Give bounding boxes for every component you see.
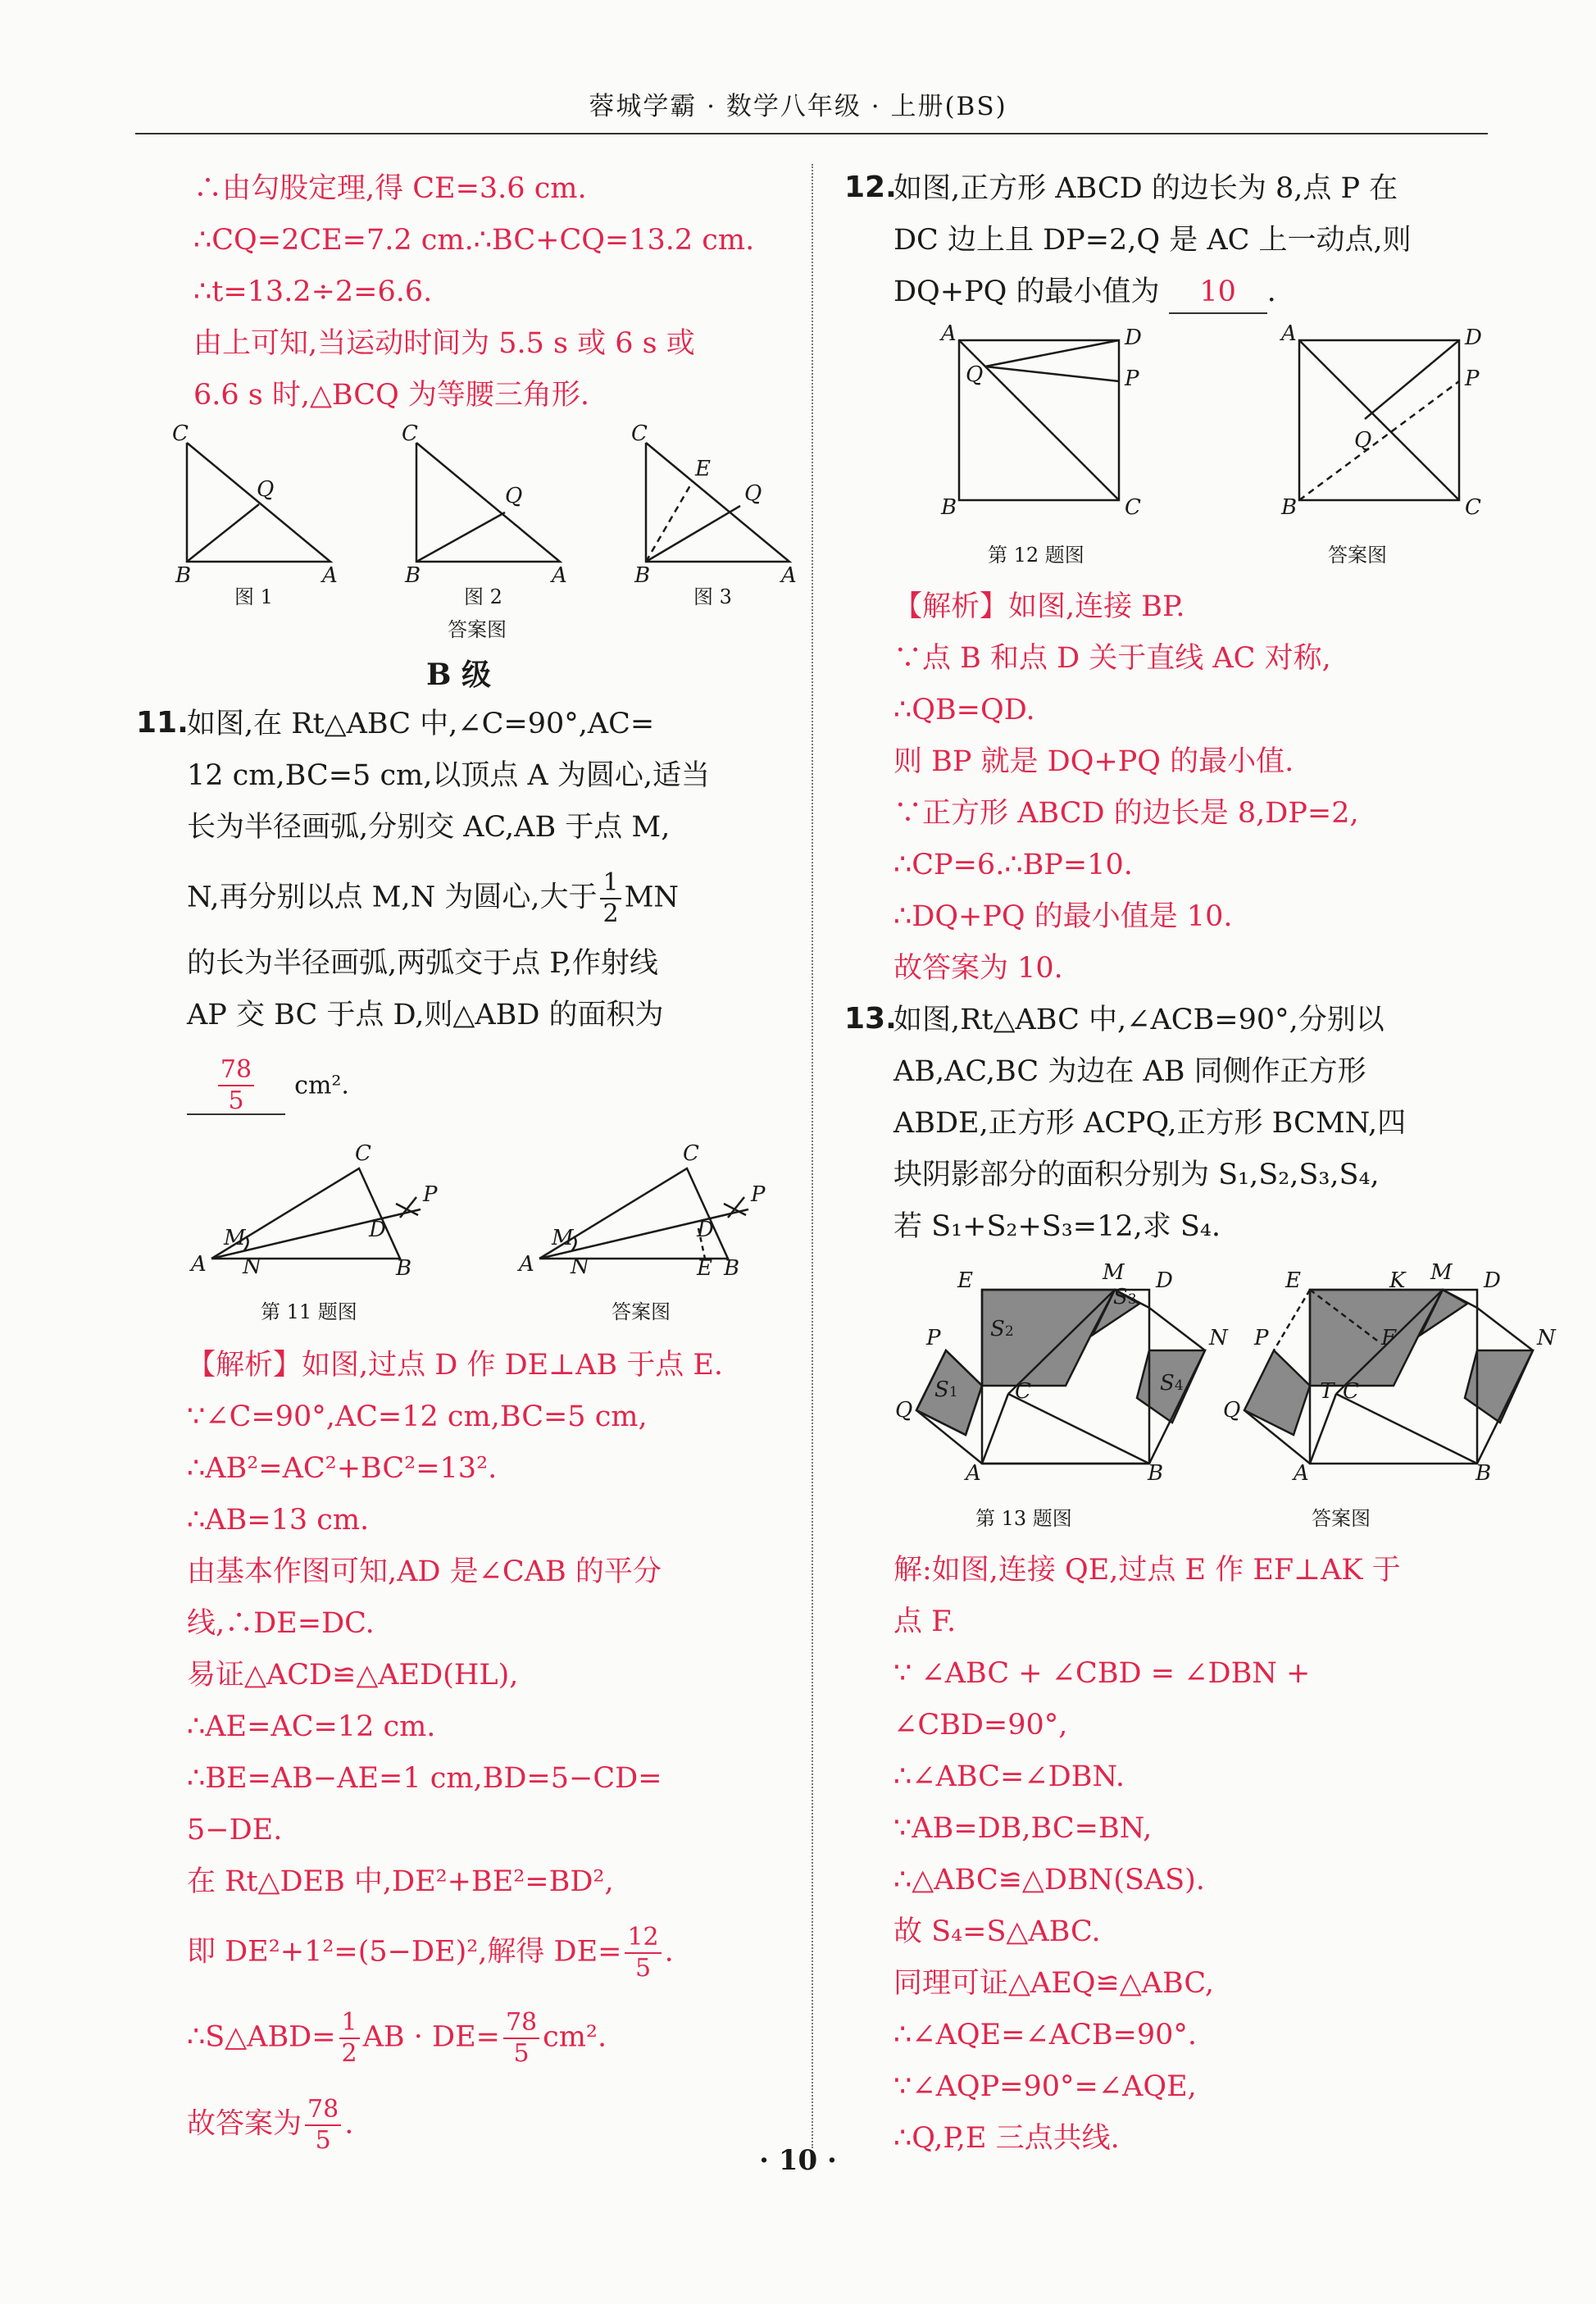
sol11-line-13-post: cm².	[543, 2020, 607, 2054]
sol12-line-5: ∵正方形 ABCD 的边长是 8,DP=2,	[893, 797, 1359, 830]
svg-text:Q: Q	[505, 484, 523, 508]
svg-text:S4: S4	[1160, 1371, 1184, 1396]
svg-text:D: D	[1484, 1268, 1501, 1293]
svg-text:B: B	[1281, 495, 1298, 520]
svg-text:D: D	[1465, 326, 1482, 350]
frac-num: 12	[625, 1925, 661, 1954]
svg-text:Q: Q	[966, 362, 984, 387]
frac-den: 5	[315, 2126, 331, 2155]
svg-text:C: C	[172, 421, 189, 446]
frac-num: 1	[600, 871, 621, 899]
q12-line-3-pre: DQ+PQ 的最小值为	[893, 275, 1160, 308]
svg-text:Q: Q	[1354, 428, 1372, 453]
frac-num: 78	[218, 1058, 254, 1086]
svg-text:D: D	[1125, 326, 1142, 350]
q11-line-3: 长为半径画弧,分别交 AC,AB 于点 M,	[187, 811, 671, 844]
svg-text:A: A	[781, 563, 797, 588]
q12-caption-question: 第 12 题图	[988, 544, 1084, 567]
svg-text:N: N	[1537, 1326, 1556, 1350]
svg-text:A: A	[1294, 1461, 1309, 1486]
svg-text:Q: Q	[1223, 1398, 1241, 1423]
frac-den: 5	[513, 2039, 530, 2068]
frac-den: 2	[602, 899, 619, 928]
cont-line-2: ∴CQ=2CE=7.2 cm.∴BC+CQ=13.2 cm.	[193, 224, 755, 257]
svg-text:D: D	[369, 1218, 386, 1242]
svg-text:E: E	[695, 457, 711, 481]
cont-line-3: ∴t=13.2÷2=6.6.	[193, 275, 433, 308]
svg-text:M: M	[552, 1226, 574, 1250]
svg-text:B: B	[724, 1256, 740, 1281]
svg-text:S1: S1	[934, 1377, 958, 1402]
svg-text:Q: Q	[257, 477, 275, 502]
sol11-line-14-pre: 故答案为	[187, 2107, 302, 2141]
sol13-line-10: ∴∠AQE=∠ACB=90°.	[893, 2019, 1198, 2051]
q13-figure-answer	[1244, 1290, 1533, 1464]
sol13-line-6: ∵AB=DB,BC=BN,	[893, 1812, 1153, 1845]
sol11-line-7: 易证△ACD≌△AED(HL),	[187, 1659, 519, 1692]
sol13-line-3: ∵ ∠ABC + ∠CBD = ∠DBN +	[893, 1657, 1311, 1690]
svg-text:A: A	[552, 563, 567, 588]
svg-text:M: M	[1430, 1260, 1453, 1285]
q10-answer-figures	[172, 421, 810, 588]
running-header: 蓉城学霸 · 数学八年级 · 上册(BS)	[589, 92, 1007, 121]
q11-line-4-pre: N,再分别以点 M,N 为圆心,大于	[187, 881, 598, 914]
q10-figure-3	[646, 443, 789, 562]
sol13-line-8: 故 S₄=S△ABC.	[893, 1915, 1101, 1948]
svg-text:D: D	[1156, 1268, 1173, 1293]
q11-caption-question: 第 11 题图	[261, 1300, 357, 1323]
frac-den: 2	[341, 2039, 357, 2068]
q11-line-2: 12 cm,BC=5 cm,以顶点 A 为圆心,适当	[187, 759, 711, 792]
q12-caption-answer: 答案图	[1328, 544, 1387, 567]
q13-caption-answer: 答案图	[1312, 1507, 1371, 1530]
svg-text:B: B	[634, 563, 651, 588]
cont-line-4: 由上可知,当运动时间为 5.5 s 或 6 s 或	[193, 327, 695, 360]
svg-text:B: B	[396, 1256, 412, 1281]
svg-text:C: C	[355, 1141, 371, 1166]
sol11-line-9: ∴BE=AB−AE=1 cm,BD=5−CD=	[187, 1762, 662, 1795]
sol11-line-4: ∴AB=13 cm.	[187, 1504, 370, 1537]
column-divider	[812, 164, 813, 2148]
sol13-line-12: ∴Q,P,E 三点共线.	[893, 2122, 1120, 2155]
q10-figure-1	[187, 443, 330, 562]
sol13-line-9: 同理可证△AEQ≌△ABC,	[893, 1967, 1214, 2000]
q10-caption-3: 图 3	[693, 585, 732, 608]
q12-answer-blank: 10	[1169, 271, 1267, 314]
frac-den: 5	[635, 1954, 652, 1983]
q11-number: 11.	[136, 706, 189, 740]
svg-text:D: D	[697, 1218, 714, 1242]
sol11-line-13-mid: AB · DE=	[362, 2020, 500, 2054]
sol11-line-12-post: .	[664, 1935, 674, 1969]
q13-number: 13.	[844, 1002, 897, 1036]
q11-answer-blank	[187, 1055, 285, 1115]
sol11-line-10: 5−DE.	[187, 1814, 283, 1846]
sol13-line-2: 点 F.	[893, 1605, 957, 1638]
q10-caption-2: 图 2	[464, 585, 502, 608]
svg-text:N: N	[243, 1254, 261, 1279]
svg-text:T: T	[1320, 1379, 1335, 1404]
q12-figures	[934, 321, 1508, 521]
sol12-line-4: 则 BP 就是 DQ+PQ 的最小值.	[893, 745, 1294, 778]
svg-text:B: B	[941, 495, 957, 520]
svg-text:A: A	[1281, 321, 1297, 346]
q13-line-4: 块阴影部分的面积分别为 S₁,S₂,S₃,S₄,	[893, 1159, 1380, 1191]
svg-text:A: A	[966, 1461, 981, 1486]
q12-line-3-post: .	[1266, 275, 1276, 308]
sol11-line-3: ∴AB²=AC²+BC²=13².	[187, 1452, 498, 1485]
svg-text:N: N	[1209, 1326, 1228, 1350]
svg-text:A: A	[322, 563, 338, 588]
q13-line-3: ABDE,正方形 ACPQ,正方形 BCMN,四	[893, 1107, 1407, 1140]
q13-line-2: AB,AC,BC 为边在 AB 同侧作正方形	[893, 1055, 1366, 1088]
frac-num: 78	[305, 2097, 341, 2126]
svg-text:P: P	[1254, 1326, 1269, 1350]
frac-num: 78	[503, 2010, 539, 2039]
sol11-line-2: ∵∠C=90°,AC=12 cm,BC=5 cm,	[187, 1400, 648, 1433]
svg-text:A: A	[941, 321, 957, 346]
sol12-line-3: ∴QB=QD.	[893, 694, 1035, 726]
q12-number: 12.	[844, 171, 897, 204]
section-level-b: B 级	[426, 658, 491, 692]
svg-text:S2: S2	[990, 1317, 1014, 1341]
sol13-line-4: ∠CBD=90°,	[893, 1709, 1068, 1742]
svg-text:C: C	[402, 421, 418, 446]
sol11-line-1: 【解析】如图,过点 D 作 DE⊥AB 于点 E.	[187, 1349, 724, 1382]
svg-text:E: E	[957, 1268, 973, 1293]
svg-text:C: C	[1015, 1379, 1031, 1404]
svg-text:B: B	[405, 563, 421, 588]
q11-line-1: 如图,在 Rt△ABC 中,∠C=90°,AC=	[187, 708, 655, 740]
sol12-line-8: 故答案为 10.	[893, 952, 1063, 985]
svg-text:S3: S3	[1113, 1285, 1137, 1309]
frac-num: 1	[339, 2010, 360, 2039]
sol13-line-11: ∵∠AQP=90°=∠AQE,	[893, 2070, 1197, 2103]
q12-line-1: 如图,正方形 ABCD 的边长为 8,点 P 在	[893, 172, 1398, 205]
cont-line-1: ∴由勾股定理,得 CE=3.6 cm.	[193, 172, 587, 205]
svg-text:P: P	[926, 1326, 941, 1350]
sol11-line-12-pre: 即 DE²+1²=(5−DE)²,解得 DE=	[187, 1935, 622, 1969]
svg-text:K: K	[1389, 1268, 1406, 1293]
sol13-line-1: 解:如图,连接 QE,过点 E 作 EF⊥AK 于	[893, 1554, 1401, 1587]
svg-text:C: C	[631, 421, 648, 446]
svg-text:B: B	[175, 563, 192, 588]
sol11-line-5: 由基本作图可知,AD 是∠CAB 的平分	[187, 1555, 662, 1588]
q10-figure-2	[416, 443, 560, 562]
q10-caption-1: 图 1	[234, 585, 273, 608]
q10-caption-all: 答案图	[448, 618, 507, 641]
sol11-fraction-half	[339, 2010, 360, 2066]
frac-den: 5	[228, 1086, 244, 1115]
q11-fraction-half	[600, 868, 621, 928]
svg-text:A: A	[519, 1252, 534, 1277]
q13-line-1: 如图,Rt△ABC 中,∠ACB=90°,分别以	[893, 1004, 1385, 1036]
q11-line-6: AP 交 BC 于点 D,则△ABD 的面积为	[187, 999, 664, 1031]
sol11-line-6: 线,∴DE=DC.	[187, 1607, 375, 1640]
sol11-fraction-de	[625, 1925, 661, 1981]
svg-text:M: M	[1103, 1260, 1125, 1285]
sol11-line-13	[187, 2010, 607, 2066]
svg-text:P: P	[423, 1182, 438, 1207]
page-number: · 10 ·	[759, 2144, 837, 2177]
q11-answer-unit: cm².	[294, 1071, 349, 1100]
svg-text:B: B	[1476, 1461, 1492, 1486]
sol12-line-7: ∴DQ+PQ 的最小值是 10.	[893, 900, 1233, 933]
svg-text:C: C	[1465, 495, 1481, 520]
svg-text:P: P	[751, 1182, 766, 1207]
q11-line-5: 的长为半径画弧,两弧交于点 P,作射线	[187, 947, 658, 980]
svg-text:P: P	[1125, 367, 1139, 391]
svg-text:Q: Q	[744, 481, 762, 506]
sol11-line-13-pre: ∴S△ABD=	[187, 2020, 336, 2054]
svg-text:C: C	[1125, 495, 1141, 520]
svg-text:M: M	[224, 1226, 246, 1250]
q12-figure-answer	[1299, 340, 1459, 500]
svg-text:C: C	[683, 1141, 699, 1166]
q11-answer-line	[187, 1055, 349, 1115]
q12-line-2: DC 边上且 DP=2,Q 是 AC 上一动点,则	[893, 224, 1412, 257]
svg-text:P: P	[1465, 367, 1480, 391]
svg-text:E: E	[697, 1256, 712, 1281]
sol11-line-12	[187, 1925, 674, 1981]
sol11-line-14-post: .	[344, 2107, 354, 2141]
q13-line-5: 若 S₁+S₂+S₃=12,求 S₄.	[893, 1210, 1221, 1243]
svg-text:N: N	[571, 1254, 589, 1279]
q11-figures	[187, 1140, 793, 1279]
cont-line-5: 6.6 s 时,△BCQ 为等腰三角形.	[193, 379, 590, 412]
svg-text:Q: Q	[895, 1398, 913, 1423]
sol11-fraction-area	[503, 2010, 539, 2066]
svg-text:F: F	[1381, 1326, 1397, 1350]
sol11-line-8: ∴AE=AC=12 cm.	[187, 1710, 436, 1743]
header-rule	[135, 133, 1488, 134]
q11-line-4	[187, 868, 680, 928]
sol11-line-11: 在 Rt△DEB 中,DE²+BE²=BD²,	[187, 1865, 614, 1898]
q11-line-4-post: MN	[624, 881, 680, 914]
q13-figures	[877, 1259, 1556, 1488]
sol12-line-1: 【解析】如图,连接 BP.	[893, 590, 1185, 623]
sol12-line-6: ∴CP=6.∴BP=10.	[893, 849, 1133, 881]
svg-text:B: B	[1148, 1461, 1164, 1486]
svg-text:E: E	[1285, 1268, 1301, 1293]
q11-caption-answer: 答案图	[612, 1300, 671, 1323]
sol13-line-5: ∴∠ABC=∠DBN.	[893, 1760, 1125, 1793]
q12-line-3	[893, 271, 1276, 314]
svg-text:A: A	[191, 1252, 207, 1277]
sol12-line-2: ∵点 B 和点 D 关于直线 AC 对称,	[893, 642, 1331, 675]
svg-text:C: C	[1343, 1379, 1359, 1404]
sol13-line-7: ∴△ABC≌△DBN(SAS).	[893, 1864, 1205, 1896]
q13-caption-question: 第 13 题图	[975, 1507, 1072, 1530]
q11-answer-fraction	[218, 1055, 254, 1115]
